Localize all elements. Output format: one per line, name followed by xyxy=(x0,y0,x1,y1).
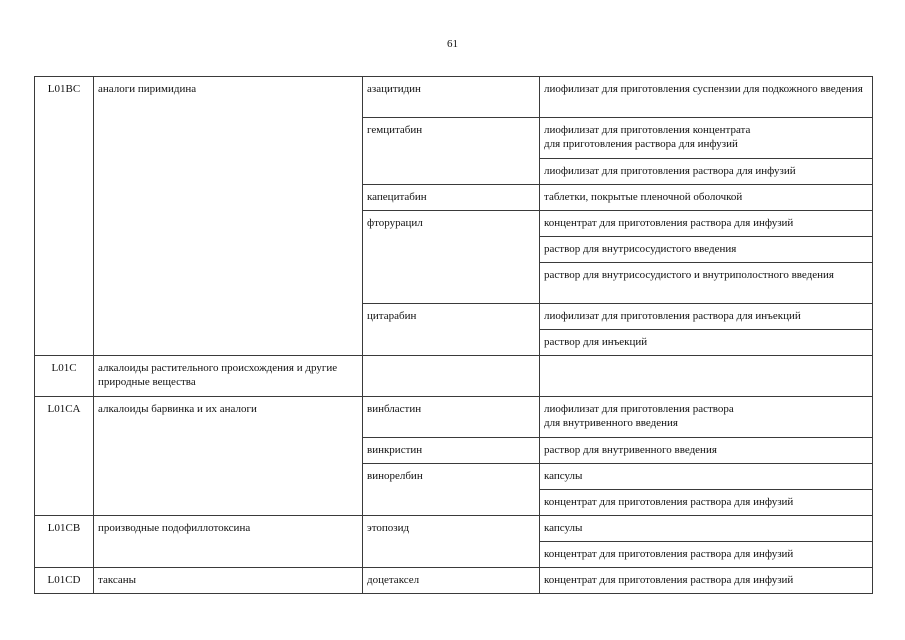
dosage-form-cell: раствор для инъекций xyxy=(540,330,873,356)
drug-classification-table xyxy=(34,76,873,594)
drug-name-cell xyxy=(363,356,540,397)
dosage-form-cell: лиофилизат для приготовления суспензии для подкожного введения xyxy=(540,77,873,118)
dosage-form-cell: лиофилизат для приготовления раствора для инфузий xyxy=(540,159,873,185)
dosage-form-cell: концентрат для приготовления раствора для инфузий xyxy=(540,568,873,594)
table-row xyxy=(35,568,873,594)
table-row xyxy=(35,77,873,118)
atc-code-cell: L01BC xyxy=(35,77,94,356)
dosage-form-cell: таблетки, покрытые пленочной оболочкой xyxy=(540,185,873,211)
group-name-cell: таксаны xyxy=(94,568,363,594)
dosage-form-cell: капсулы xyxy=(540,516,873,542)
drug-name-cell: винбластин xyxy=(363,397,540,438)
group-name-cell: аналоги пиримидина xyxy=(94,77,363,356)
drug-name-cell: винорелбин xyxy=(363,464,540,516)
dosage-form-cell: капсулы xyxy=(540,464,873,490)
drug-name-cell: азацитидин xyxy=(363,77,540,118)
drug-name-cell: этопозид xyxy=(363,516,540,568)
drug-name-cell: цитарабин xyxy=(363,304,540,356)
drug-name-cell: капецитабин xyxy=(363,185,540,211)
dosage-form-cell xyxy=(540,356,873,397)
atc-code-cell: L01CA xyxy=(35,397,94,516)
dosage-form-cell: лиофилизат для приготовления раствора для внутривенного введения xyxy=(540,397,873,438)
drug-name-cell: винкристин xyxy=(363,438,540,464)
drug-name-cell: гемцитабин xyxy=(363,118,540,185)
table-row xyxy=(35,397,873,438)
dosage-form-cell: концентрат для приготовления раствора для инфузий xyxy=(540,211,873,237)
dosage-form-cell: раствор для внутрисосудистого введения xyxy=(540,237,873,263)
atc-code-cell: L01CD xyxy=(35,568,94,594)
atc-code-cell: L01C xyxy=(35,356,94,397)
group-name-cell: алкалоиды растительного происхождения и другие природные вещества xyxy=(94,356,363,397)
page-number: 61 xyxy=(447,38,458,50)
dosage-form-cell: лиофилизат для приготовления раствора для инъекций xyxy=(540,304,873,330)
drug-name-cell: фторурацил xyxy=(363,211,540,304)
table-row xyxy=(35,516,873,542)
dosage-form-cell: раствор для внутрисосудистого и внутриполостного введения xyxy=(540,263,873,304)
dosage-form-cell: лиофилизат для приготовления концентрата для приготовления раствора для инфузий xyxy=(540,118,873,159)
dosage-form-cell: раствор для внутривенного введения xyxy=(540,438,873,464)
group-name-cell: алкалоиды барвинка и их аналоги xyxy=(94,397,363,516)
drug-name-cell: доцетаксел xyxy=(363,568,540,594)
table-row xyxy=(35,356,873,397)
atc-code-cell: L01CB xyxy=(35,516,94,568)
dosage-form-cell: концентрат для приготовления раствора для инфузий xyxy=(540,490,873,516)
group-name-cell: производные подофиллотоксина xyxy=(94,516,363,568)
dosage-form-cell: концентрат для приготовления раствора для инфузий xyxy=(540,542,873,568)
